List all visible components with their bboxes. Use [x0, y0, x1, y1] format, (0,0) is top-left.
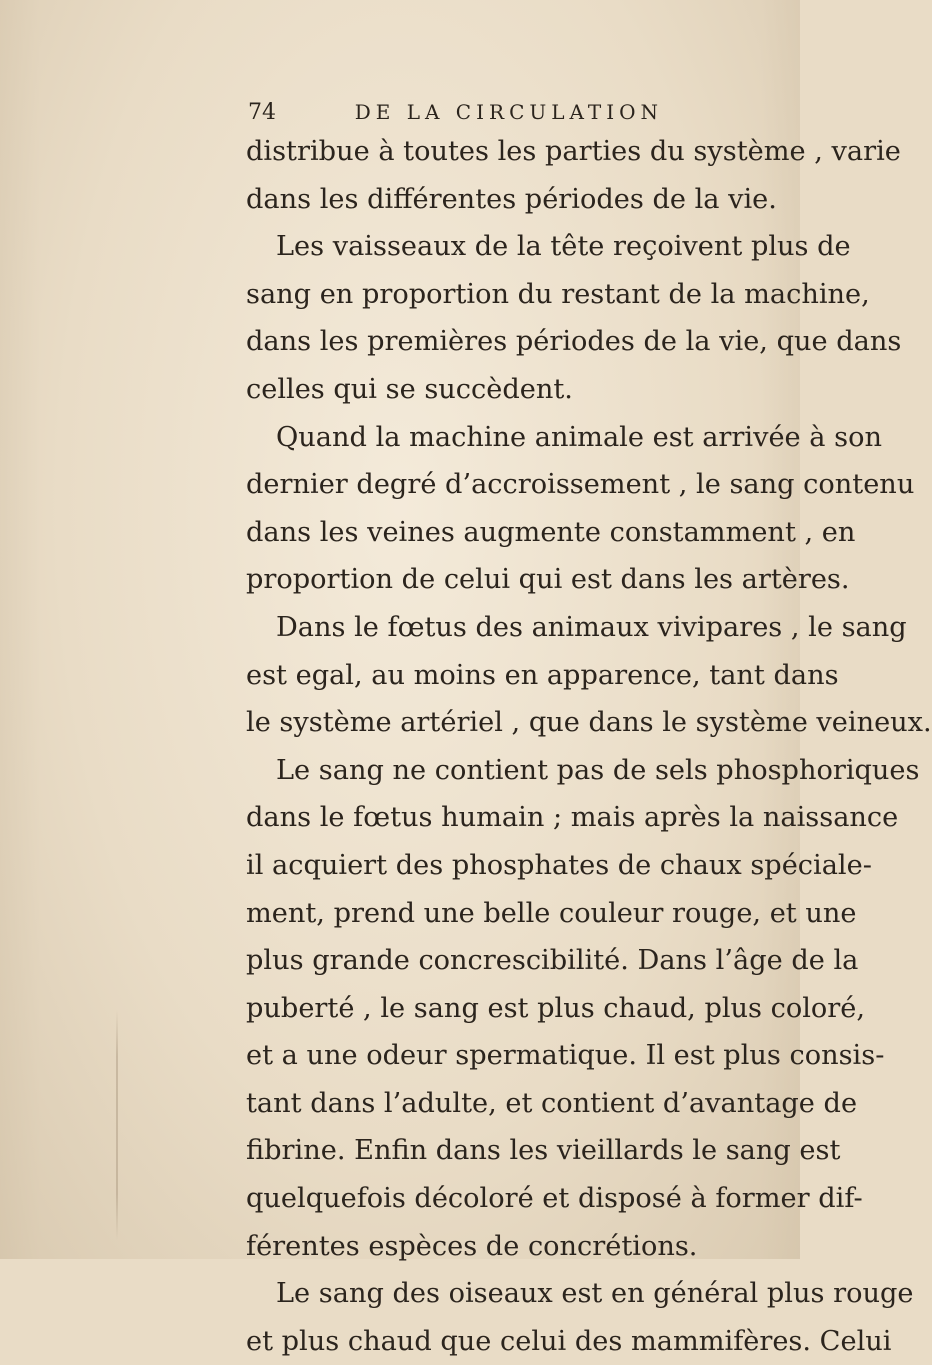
text-line: dernier degré d’accroissement , le sang contenu — [246, 469, 915, 501]
text-line: quelquefois décoloré et disposé à former dif- — [246, 1183, 863, 1215]
running-title: DE LA CIRCULATION — [354, 100, 663, 124]
text-line: férentes espèces de concrétions. — [246, 1230, 698, 1262]
text-line: Dans le fœtus des animaux vivipares , le sang — [276, 611, 907, 643]
body-text — [246, 128, 932, 1365]
text-line: distribue à toutes les parties du système , varie — [246, 136, 901, 167]
text-line: il acquiert des phosphates de chaux spéciale- — [246, 849, 872, 881]
text-line: tant dans l’adulte, et contient d’avantage de — [246, 1087, 858, 1119]
text-line: sang en proportion du restant de la machine, — [246, 278, 870, 310]
text-line: et plus chaud que celui des mammifères. Celui — [246, 1325, 892, 1357]
page-edge-shadow — [116, 1010, 118, 1240]
text-line: dans le fœtus humain ; mais après la naissance — [246, 802, 899, 834]
text-line: est egal, au moins en apparence, tant dans — [246, 659, 839, 691]
text-line: Les vaisseaux de la tête reçoivent plus de — [276, 231, 851, 263]
text-line: dans les premières périodes de la vie, que dans — [246, 326, 902, 358]
text-line: Le sang des oiseaux est en général plus rouge — [276, 1278, 914, 1310]
text-line: dans les différentes périodes de la vie. — [246, 183, 777, 215]
text-line: ment, prend une belle couleur rouge, et une — [246, 897, 857, 929]
page-number: 74 — [248, 100, 276, 125]
text-line: plus grande concrescibilité. Dans l’âge de la — [246, 945, 859, 977]
text-line: puberté , le sang est plus chaud, plus coloré, — [246, 992, 866, 1024]
text-line: et a une odeur spermatique. Il est plus consis- — [246, 1040, 885, 1072]
text-line: dans les veines augmente constamment , en — [246, 516, 856, 548]
text-line: Quand la machine animale est arrivée à son — [276, 421, 882, 453]
text-line: Le sang ne contient pas de sels phosphoriques — [276, 754, 920, 786]
text-line: le système artériel , que dans le système veineux. — [246, 707, 932, 739]
text-line: celles qui se succèdent. — [246, 373, 573, 405]
text-line: proportion de celui qui est dans les artères. — [246, 564, 850, 596]
text-line: fibrine. Enfin dans les vieillards le sang est — [246, 1135, 841, 1167]
